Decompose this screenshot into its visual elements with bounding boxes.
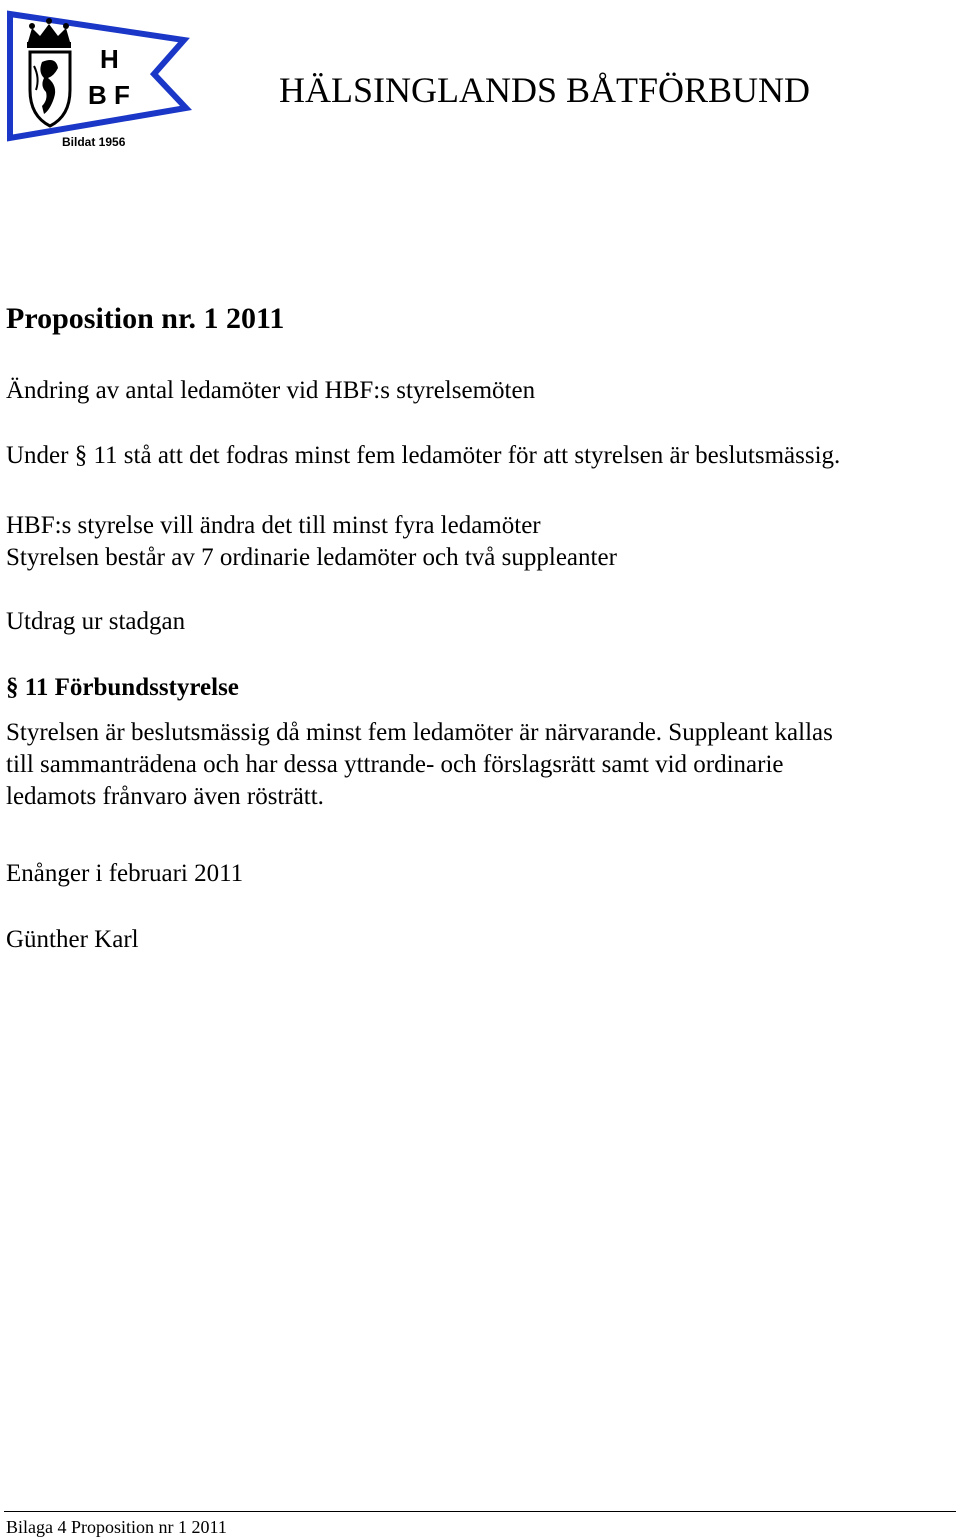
section-body-line: Styrelsen är beslutsmässig då minst fem ledamöter är närvarande. Suppleant kallas xyxy=(6,719,833,746)
paragraph-after: 11 stå att det fodras minst fem ledamöter för att styrelsen är beslutsmässig. xyxy=(93,442,841,469)
section-title: 11 Förbundsstyrelse xyxy=(24,674,239,701)
logo-letter-f: F xyxy=(114,80,130,110)
section-symbol: § xyxy=(6,674,19,701)
logo-letter-h: H xyxy=(100,44,119,74)
excerpt-label: Utdrag ur stadgan xyxy=(6,608,186,635)
board-info: Styrelsen består av 7 ordinarie ledamöter och två suppleanter xyxy=(6,544,617,571)
logo-founded-text: Bildat 1956 xyxy=(62,135,126,149)
section-symbol: § xyxy=(74,442,88,469)
footer-text: Bilaga 4 Proposition nr 1 2011 xyxy=(6,1517,227,1537)
footer-divider xyxy=(4,1511,956,1512)
paragraph-statement xyxy=(6,440,840,472)
hbf-logo xyxy=(4,6,192,156)
section-heading xyxy=(6,672,239,704)
section-body xyxy=(6,717,956,813)
proposition-subject: Ändring av antal ledamöter vid HBF:s styrelsemöten xyxy=(6,377,536,404)
organization-title: HÄLSINGLANDS BÅTFÖRBUND xyxy=(279,70,811,110)
section-body-line: till sammanträdena och har dessa yttrande- och förslagsrätt samt vid ordinarie xyxy=(6,751,784,778)
place-date: Enånger i februari 2011 xyxy=(6,860,244,887)
paragraph-before: Under xyxy=(6,442,69,469)
proposal-statement: HBF:s styrelse vill ändra det till minst fyra ledamöter xyxy=(6,512,541,539)
shield-icon xyxy=(30,52,70,126)
proposition-title: Proposition nr. 1 2011 xyxy=(6,302,285,335)
signature-name: Günther Karl xyxy=(6,926,139,953)
logo-letter-b: B xyxy=(88,80,107,110)
section-body-line: ledamots frånvaro även rösträtt. xyxy=(6,783,324,810)
